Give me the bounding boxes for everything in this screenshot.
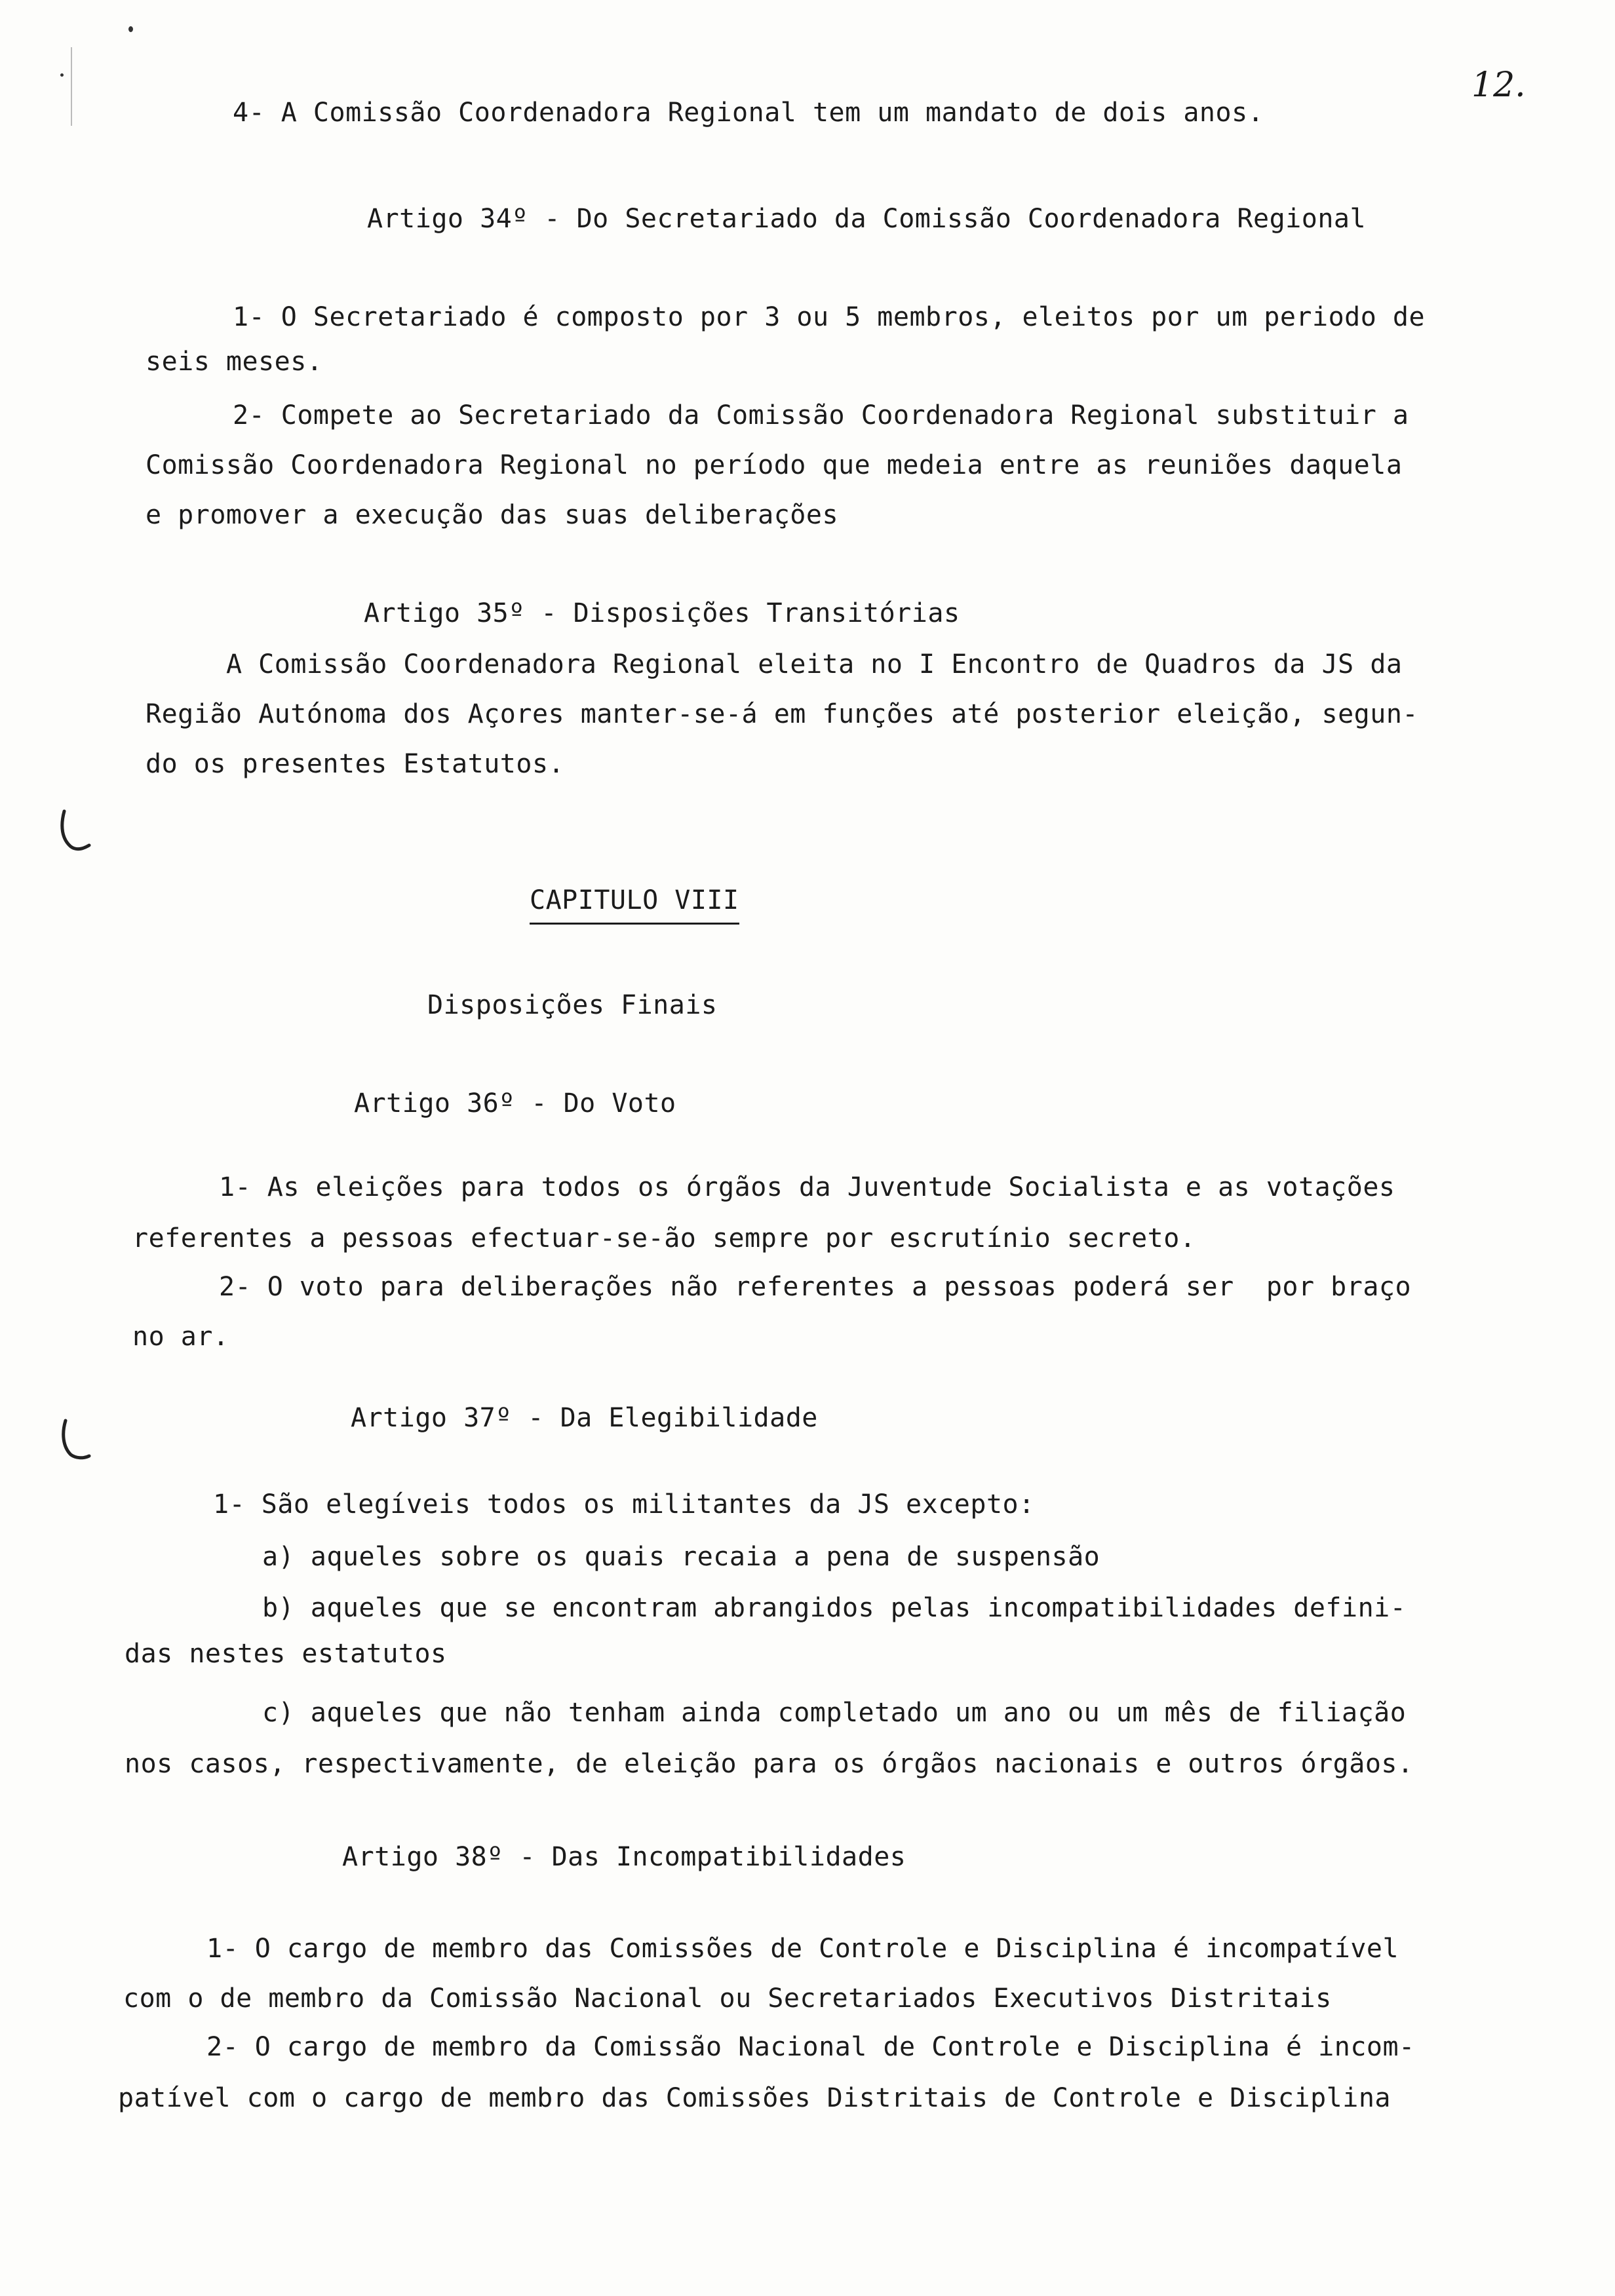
punch-hole-mark	[51, 1415, 97, 1468]
list-item: a) aqueles sobre os quais recaia a pena de suspensão	[262, 1542, 1100, 1572]
article-heading: Artigo 34º - Do Secretariado da Comissão Coordenadora Regional	[367, 204, 1367, 234]
paragraph-line: 2- Compete ao Secretariado da Comissão Coordenadora Regional substituir a	[233, 400, 1409, 430]
article-heading: Artigo 38º - Das Incompatibilidades	[342, 1842, 906, 1872]
paragraph-line: Região Autónoma dos Açores manter-se-á em funções até posterior eleição, segun-	[146, 699, 1418, 729]
paragraph-line: 4- A Comissão Coordenadora Regional tem um mandato de dois anos.	[233, 98, 1264, 128]
page-number: 12.	[1471, 66, 1526, 105]
scan-speck	[128, 26, 133, 32]
section-title: Disposições Finais	[427, 990, 718, 1020]
paragraph-line: 1- As eleições para todos os órgãos da Juventude Socialista e as votações	[219, 1172, 1395, 1202]
list-item-continuation: nos casos, respectivamente, de eleição para os órgãos nacionais e outros órgãos.	[125, 1749, 1414, 1779]
article-heading: Artigo 35º - Disposições Transitórias	[364, 598, 960, 628]
paragraph-line: seis meses.	[146, 347, 323, 377]
punch-hole-mark	[51, 806, 97, 858]
paragraph-line: 2- O cargo de membro da Comissão Nacional de Controle e Disciplina é incom-	[206, 2032, 1415, 2062]
paragraph-line: A Comissão Coordenadora Regional eleita no I Encontro de Quadros da JS da	[226, 649, 1403, 679]
list-item-continuation: das nestes estatutos	[125, 1639, 447, 1669]
scan-speck	[60, 73, 64, 77]
paragraph-line: do os presentes Estatutos.	[146, 749, 565, 779]
article-heading: Artigo 37º - Da Elegibilidade	[351, 1403, 818, 1433]
paragraph-line: no ar.	[132, 1322, 229, 1352]
paragraph-line: referentes a pessoas efectuar-se-ão sempre por escrutínio secreto.	[132, 1223, 1196, 1253]
list-item: c) aqueles que não tenham ainda completado um ano ou um mês de filiação	[262, 1698, 1407, 1728]
paragraph-line: 1- O Secretariado é composto por 3 ou 5 membros, eleitos por um periodo de	[233, 302, 1426, 332]
paragraph-line: 1- O cargo de membro das Comissões de Controle e Disciplina é incompatível	[206, 1934, 1399, 1964]
list-item: b) aqueles que se encontram abrangidos pelas incompatibilidades defini-	[262, 1593, 1407, 1623]
paragraph-line: com o de membro da Comissão Nacional ou Secretariados Executivos Distritais	[123, 1983, 1332, 2014]
margin-mark	[71, 47, 72, 126]
article-heading: Artigo 36º - Do Voto	[354, 1088, 676, 1119]
chapter-title: CAPITULO VIII	[530, 885, 739, 925]
paragraph-line: patível com o cargo de membro das Comissões Distritais de Controle e Disciplina	[118, 2083, 1391, 2113]
paragraph-line: 2- O voto para deliberações não referentes a pessoas poderá ser por braço	[219, 1272, 1412, 1302]
paragraph-line: Comissão Coordenadora Regional no período que medeia entre as reuniões daquela	[146, 450, 1403, 480]
paragraph-line: e promover a execução das suas deliberações	[146, 500, 839, 530]
paragraph-line: 1- São elegíveis todos os militantes da JS excepto:	[213, 1489, 1035, 1520]
